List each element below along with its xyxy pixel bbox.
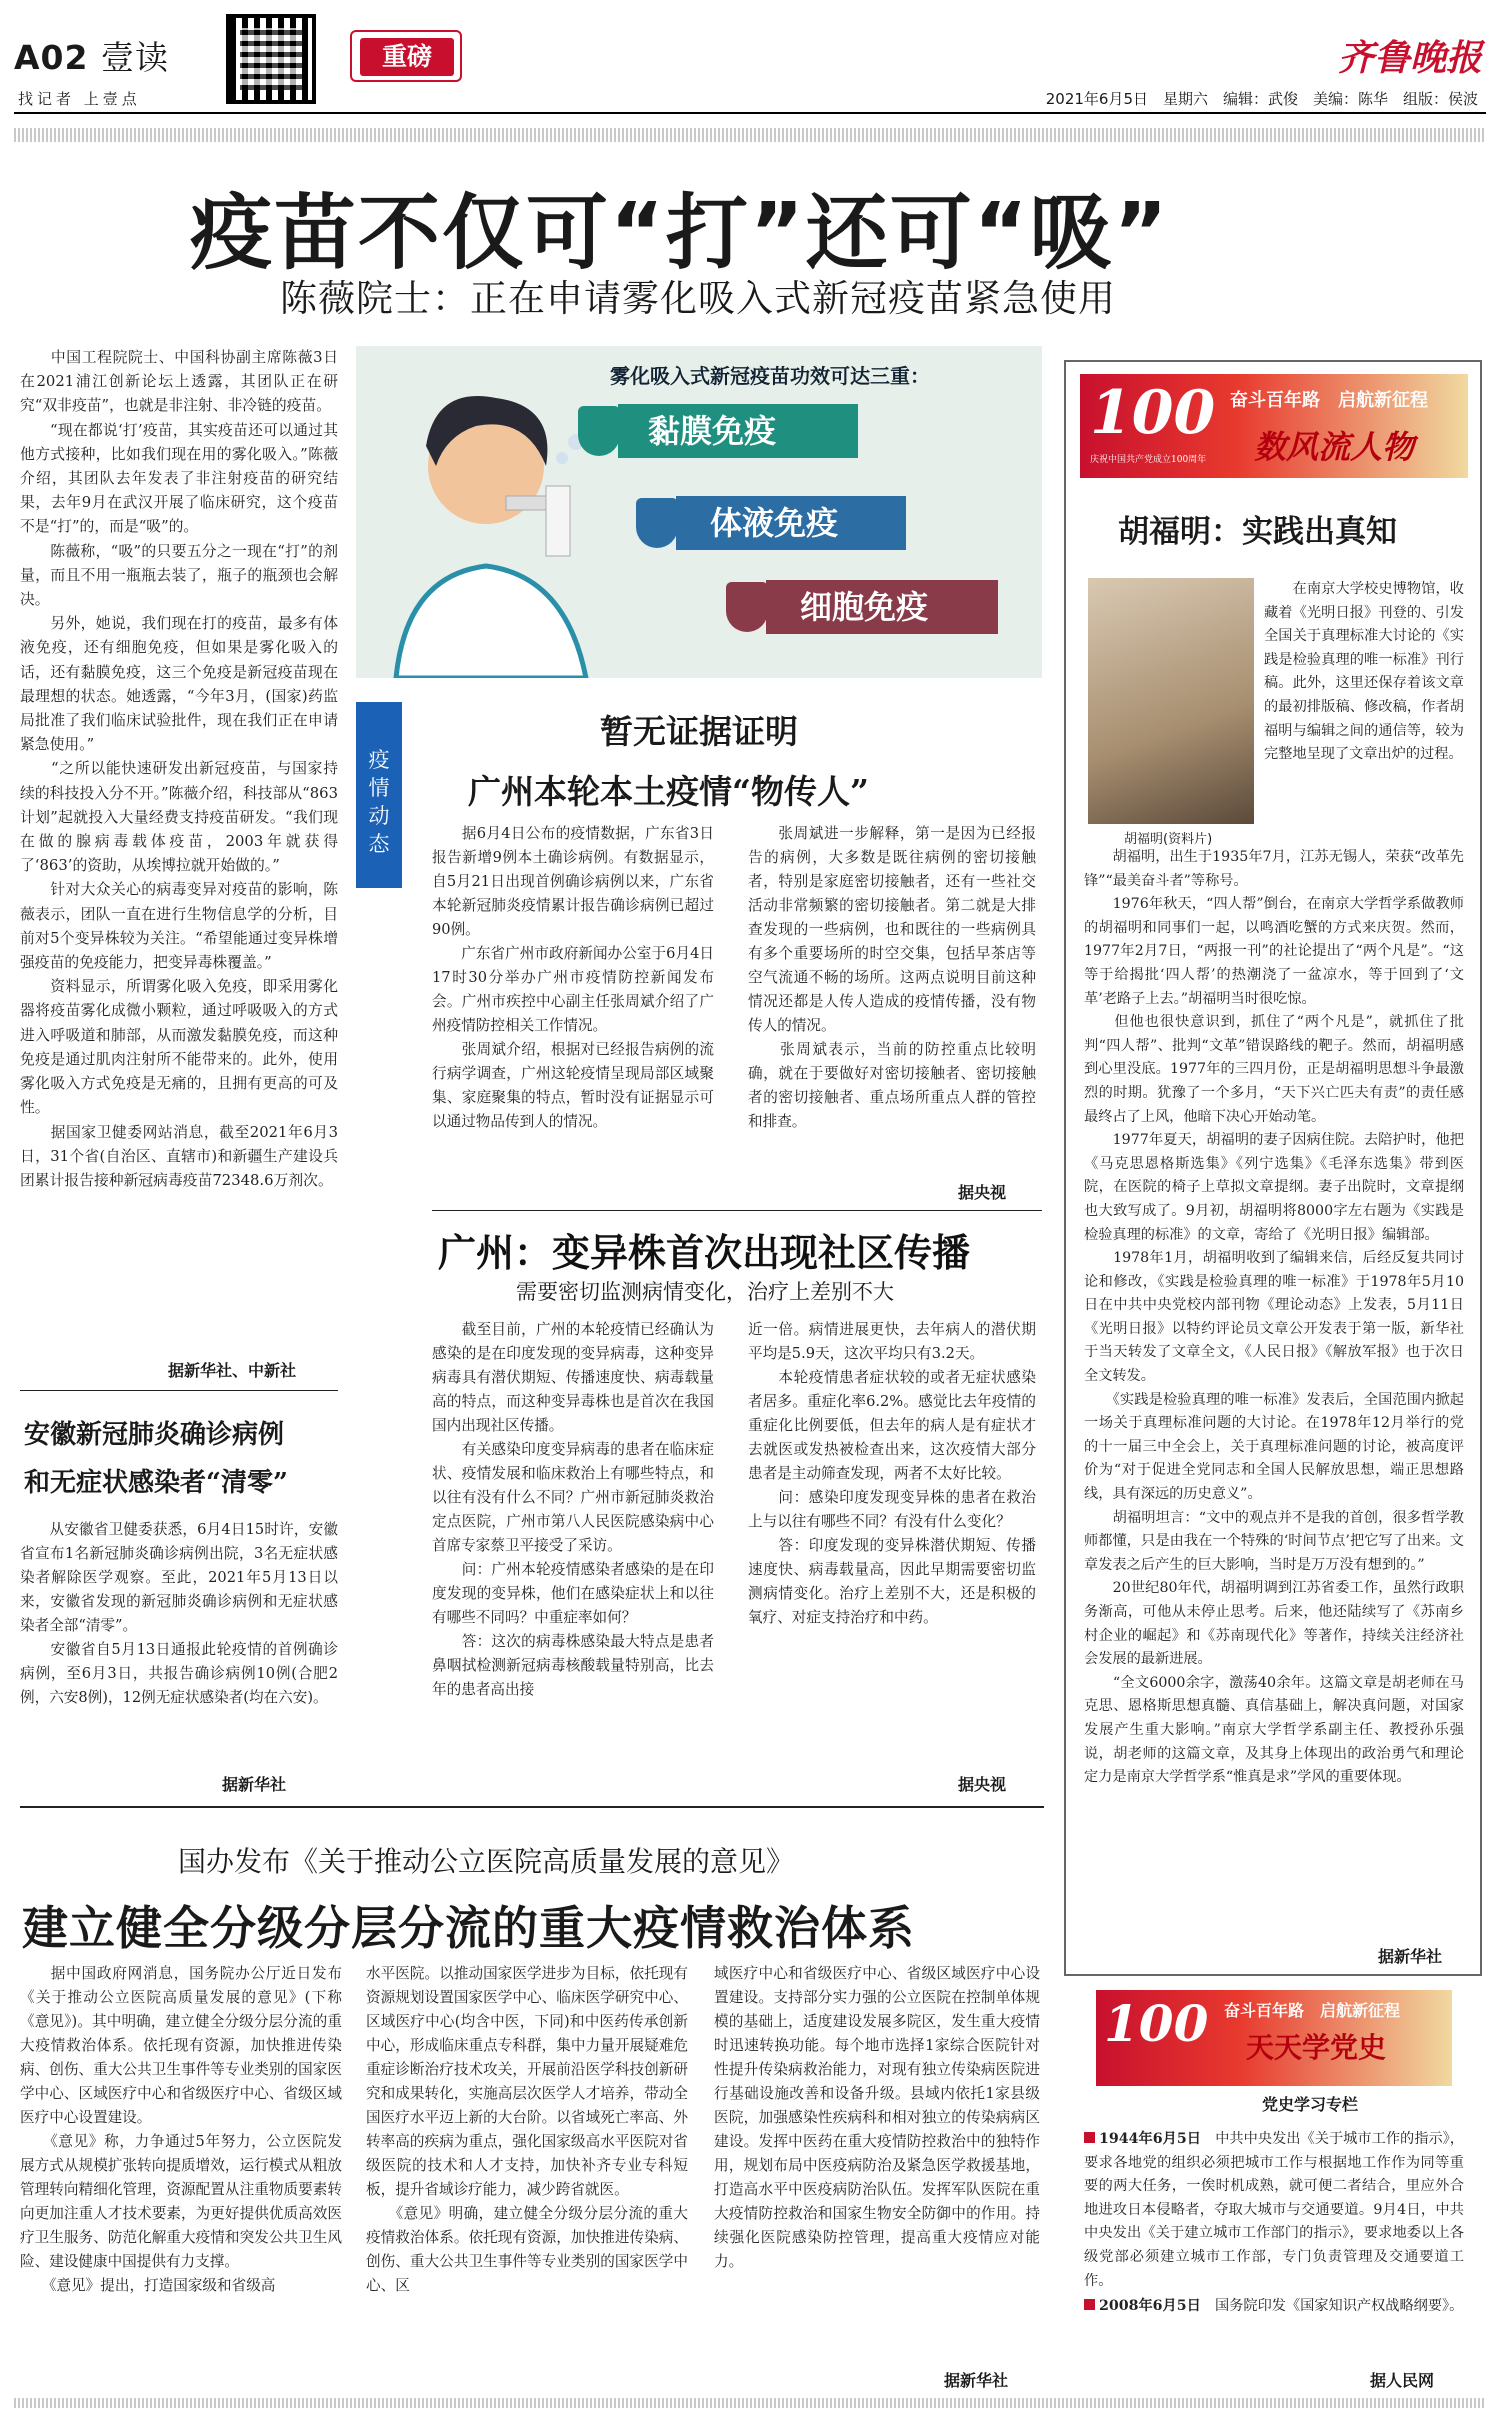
immunity-item: 体液免疫 (676, 496, 906, 550)
portrait-photo (1088, 578, 1254, 824)
sidebar-title: 胡福明：实践出真知 (1118, 514, 1397, 550)
immunity-item: 黏膜免疫 (618, 404, 858, 458)
divider (20, 1390, 338, 1391)
policy-source: 据新华社 (944, 2371, 1009, 2390)
illustration-title: 雾化吸入式新冠疫苗功效可达三重： (610, 364, 930, 388)
sidebar-intro: 在南京大学校史博物馆，收藏着《光明日报》刊登的、引发全国关于真理标准大讨论的《实践是检验真理的唯一标准》刊行稿。此外，这里还保存着该文章的最初排版稿、修改稿，作者胡福明与编辑之间的通信等，较为完整地呈现了文章出炉的过程。 (1264, 581, 1464, 763)
anhui-headline-2: 和无症状感染者“清零” (24, 1468, 288, 1498)
banner-top: 奋斗百年路 启航新征程 (1224, 2001, 1401, 2020)
banner-small-text: 庆祝中国共产党成立100周年 (1090, 455, 1207, 465)
hatch-divider-bottom (14, 2398, 1486, 2408)
gz1-source: 据央视 (958, 1183, 1007, 1202)
policy-headline: 建立健全分级分层分流的重大疫情救治体系 (22, 1901, 915, 1955)
sidebar-banner-1 (1080, 374, 1468, 478)
gz1-col2: 张周斌进一步解释，第一是因为已经报告的病例，大多数是既往病例的密切接触者，特别是家庭密切接触者，还有一些社交活动非常频繁的密切接触者。第二就是大排查发现的一些病例，也和既往的一些病例具有多个重要场所的时空交集，包括早茶店等空气流通不畅的场所。这两点说明目前这种情况还都是人传人造成的疫情传播，没有物传人的情况。 张周斌表示，当前的防控重点比较明确，就在于要做好对密切接触者、密切接触者的密切接触者、重点场所重点人群的管控和排查。 (748, 825, 1036, 1130)
history-item: 1944年6月5日 中共中央发出《关于城市工作的指示》，要求各地党的组织必须把城市工作与根据地工作作为同等重要的两大任务，一俟时机成熟，就可便二者结合，里应外合地进攻日本侵略者，夺取大城市与交通要道。9月4日，中共中央发出《关于建立城市工作部门的指示》，要求地委以上各级党部必须建立城市工作部，专门负责管理及交通要道工作。 (1084, 2131, 1464, 2289)
gz2-col2: 近一倍。病情进展更快，去年病人的潜伏期平均是5.9天，这次平均只有3.2天。 本轮疫情患者症状较的或者无症状感染者居多。重症化率6.2%。感觉比去年疫情的重症化比例要低，但去年的病人是有症状才去就医或发热被检查出来，这次疫情大部分患者是主动筛查发现，两者不太好比较。 问：感染印度发现变异株的患者在救治上与以往有哪些不同？有没有什么变化？ 答：印度发现的变异株潜伏期短、传播速度快、病毒载量高，因此早期需要密切监测病情变化。治疗上差别不大，还是积极的氧疗、对症支持治疗和中药。 (748, 1321, 1036, 1626)
policy-col1: 据中国政府网消息，国务院办公厅近日发布《关于推动公立医院高质量发展的意见》(下称《意见》)。其中明确，建立健全分级分层分流的重大疫情救治体系。依托现有资源，加快推进传染病、创伤、重大公共卫生事件等专业类别的国家医学中心、区域医疗中心和省级医疗中心、省级区域医疗中心设置建设。 《意见》称，力争通过5年努力，公立医院发展方式从规模扩张转向提质增效，运行模式从粗放管理转向精细化管理，资源配置从注重物质要素转向更加注重人才技术要素，为更好提供优质高效医疗卫生服务、防范化解重大疫情和突发公共卫生风险、建设健康中国提供有力支撑。 《意见》提出，打造国家级和省级高 (20, 1965, 342, 2294)
header-meta: 2021年6月5日 星期六 编辑：武俊 美编：陈华 组版：侯波 (1045, 90, 1478, 108)
history-item: 2008年6月5日 国务院印发《国家知识产权战略纲要》。 (1084, 2295, 1464, 2319)
banner-top: 奋斗百年路 启航新征程 (1230, 390, 1428, 411)
main-subheadline: 陈薇院士：正在申请雾化吸入式新冠疫苗紧急使用 (280, 277, 1116, 320)
banner-big: 数风流人物 (1254, 428, 1415, 466)
history-source: 据人民网 (1370, 2371, 1435, 2390)
history-label: 党史学习专栏 (1262, 2095, 1359, 2114)
gz1-headline-2: 广州本轮本土疫情“物传人” (468, 772, 869, 811)
immunity-item: 细胞免疫 (766, 580, 998, 634)
sidebar-banner-2 (1096, 1990, 1452, 2086)
qr-code-icon[interactable] (226, 14, 316, 104)
gz1-headline-1: 暂无证据证明 (600, 712, 798, 751)
shield-icon (578, 406, 620, 456)
banner-number: 100 (1090, 378, 1216, 448)
section-tag-epidemic: 疫情动态 (356, 702, 402, 888)
gz1-col1: 据6月4日公布的疫情数据，广东省3日报告新增9例本土确诊病例。有数据显示，自5月21日出现首例确诊病例以来，广东省本轮新冠肺炎疫情累计报告确诊病例已超过90例。 广东省广州市政府新闻办公室于6月4日17时30分举办广州市疫情防控新闻发布会。广州市疾控中心副主任张周斌介绍了广州疫情防控相关工作情况。 张周斌介绍，根据对已经报告病例的流行病学调查，广州这轮疫情呈现局部区域聚集、家庭聚集的特点，暂时没有证据显示可以通过物品传到人的情况。 (432, 825, 714, 1130)
sidebar-source: 据新华社 (1378, 1947, 1443, 1966)
policy-col3: 域医疗中心和省级医疗中心、省级区域医疗中心设置建设。支持部分实力强的公立医院在控制单体规模的基础上，适度建设发展多院区，发生重大疫情时迅速转换功能。每个地市选择1家综合医院针对性提升传染病救治能力，对现有独立传染病医院进行基础设施改善和设备升级。县域内依托1家县级医院，加强感染性疾病科和相对独立的传染病病区建设。发挥中医药在重大疫情防控救治中的独特作用，规划布局中医疫病防治及紧急医学救援基地，打造高水平中医疫病防治队伍。发挥军队医院在重大疫情防控救治和国家生物安全防御中的作用。持续强化医院感染防控管理，提高重大疫情应对能力。 (714, 1965, 1040, 2270)
policy-col2: 水平医院。以推动国家医学进步为目标，依托现有资源规划设置国家医学中心、临床医学研究中心、区域医疗中心(均含中医，下同)和中医药传承创新中心，形成临床重点专科群，集中力量开展疑难危重症诊断治疗技术攻关，开展前沿医学科技创新研究和成果转化，实施高层次医学人才培养，带动全国医疗水平迈上新的大台阶。以省域死亡率高、外转率高的疾病为重点，强化国家级高水平医院对省级医院的技术和人才支持，加快补齐专业专科短板，提升省域诊疗能力，减少跨省就医。 《意见》明确，建立健全分级分层分流的重大疫情救治体系。依托现有资源，加快推进传染病、创伤、重大公共卫生事件等专业类别的国家医学中心、区 (366, 1965, 688, 2294)
divider (432, 1210, 1042, 1211)
main-headline: 疫苗不仅可“打”还可“吸” (190, 186, 1170, 281)
banner-number: 100 (1104, 1994, 1209, 2053)
portrait-caption: 胡福明(资料片) (1124, 832, 1213, 847)
history-list (1084, 2128, 1464, 2319)
main-article-source: 据新华社、中新社 (168, 1361, 297, 1380)
vaccine-illustration (356, 346, 1042, 678)
gz2-subheadline: 需要密切监测病情变化，治疗上差别不大 (516, 1280, 894, 1304)
hatch-divider (14, 128, 1486, 142)
gz2-headline: 广州：变异株首次出现社区传播 (438, 1231, 971, 1275)
anhui-source: 据新华社 (222, 1775, 287, 1794)
policy-kicker: 国办发布《关于推动公立医院高质量发展的意见》 (178, 1845, 795, 1878)
gz2-col1: 截至目前，广州的本轮疫情已经确认为感染的是在印度发现的变异病毒，这种变异病毒具有潜伏期短、传播速度快、病毒载量高的特点，而这种变异毒株也是首次在我国国内出现社区传播。 有关感染印度变异病毒的患者在临床症状、疫情发展和临床救治上有哪些特点，和以往有没有什么不同？广州市新冠肺炎救治定点医院，广州市第八人民医院感染病中心首席专家蔡卫平接受了采访。 问：广州本轮疫情感染者感染的是在印度发现的变异株，他们在感染症状上和以往有哪些不同吗？中重症率如何？ 答：这次的病毒株感染最大特点是患者鼻咽拭检测新冠病毒核酸载量特别高，比去年的患者高出接 (432, 1321, 714, 1698)
anhui-body: 从安徽省卫健委获悉，6月4日15时许，安徽省宣布1名新冠肺炎确诊病例出院，3名无症状感染者解除医学观察。至此，2021年5月13日以来，安徽省发现的新冠肺炎确诊病例和无症状感染者全部“清零”。 安徽省自5月13日通报此轮疫情的首例确诊病例，至6月3日，共报告确诊病例10例(合肥2例，六安8例)，12例无症状感染者(均在六安)。 (20, 1521, 338, 1706)
banner-big: 天天学党史 (1246, 2031, 1387, 2064)
header-rule (14, 112, 1486, 114)
page-number: A02 壹读 (14, 38, 169, 77)
anhui-headline-1: 安徽新冠肺炎确诊病例 (24, 1420, 285, 1450)
divider (20, 1806, 1044, 1808)
header-sub: 找记者 上壹点 (18, 90, 141, 108)
gz2-source: 据央视 (958, 1775, 1007, 1794)
section-tag: 重磅 (350, 30, 462, 82)
newspaper-logo: 齐鲁晚报 (1337, 37, 1482, 79)
main-article-body: 中国工程院院士、中国科协副主席陈薇3日在2021浦江创新论坛上透露，其团队正在研究“双非疫苗”，也就是非注射、非冷链的疫苗。 “现在都说‘打’疫苗，其实疫苗还可以通过其他方式接种，比如我们现在用的雾化吸入。”陈薇介绍，其团队去年发表了非注射疫苗的研究结果，去年9月在武汉开展了临床研究，这个疫苗不是“打”的，而是“吸”的。 陈薇称，“吸”的只要五分之一现在“打”的剂量，而且不用一瓶瓶去装了，瓶子的瓶颈也会解决。 另外，她说，我们现在打的疫苗，最多有体液免疫，还有细胞免疫，但如果是雾化吸入的话，还有黏膜免疫，这三个免疫是新冠疫苗现在最理想的状态。她透露，“今年3月，(国家)药监局批准了我们临床试验批件，现在我们正在申请紧急使用。” “之所以能快速研发出新冠疫苗，与国家持续的科技投入分不开。”陈薇介绍，科技部从“863计划”起就投入大量经费支持疫苗研发。“我们现在做的腺病毒载体疫苗，2003年就获得了‘863’的资助，从埃博拉就开始做的。” 针对大众关心的病毒变异对疫苗的影响，陈薇表示，团队一直在进行生物信息学的分析，目前对5个变异株较为关注。“希望能通过变异株增强疫苗的免疫能力，把变异毒株覆盖。” 资料显示，所谓雾化吸入免疫，即采用雾化器将疫苗雾化成微小颗粒，通过呼吸吸入的方式进入呼吸道和肺部，从而激发黏膜免疫，而这种免疫是通过肌肉注射所不能带来的。此外，使用雾化吸入方式免疫是无痛的，且拥有更高的可及性。 据国家卫健委网站消息，截至2021年6月3日，31个省(自治区、直辖市)和新疆生产建设兵团累计报告接种新冠病毒疫苗72348.6万剂次。 (20, 349, 338, 1189)
shield-icon (636, 498, 678, 548)
shield-icon (726, 582, 768, 632)
sidebar-body: 胡福明，出生于1935年7月，江苏无锡人，荣获“改革先锋”“最美奋斗者”等称号。 1976年秋天，“四人帮”倒台，在南京大学哲学系做教师的胡福明和同事们一起，以鸣酒吃蟹的方式来庆贺。然而，1977年2月7日，“两报一刊”的社论提出了“两个凡是”。“这等于给揭批‘四人帮’的热潮浇了一盆凉水，等于回到了‘文革’老路子上去。”胡福明当时很吃惊。 但他也很快意识到，抓住了“两个凡是”，就抓住了批判“四人帮”、批判“文革”错误路线的靶子。然而，胡福明感到心里没底。1977年的三四月份，正是胡福明思想斗争最激烈的时期。犹豫了一个多月，“天下兴亡匹夫有责”的责任感最终占了上风，他暗下决心开始动笔。 1977年夏天，胡福明的妻子因病住院。去陪护时，他把《马克思恩格斯选集》《列宁选集》《毛泽东选集》带到医院，在医院的椅子上草拟文章提纲。妻子出院时，文章提纲也大致写成了。9月初，胡福明将8000字左右题为《实践是检验真理的标准》的文章，寄给了《光明日报》编辑部。 1978年1月，胡福明收到了编辑来信，后经反复共同讨论和修改，《实践是检验真理的唯一标准》于1978年5月10日在中共中央党校内部刊物《理论动态》上发表，5月11日《光明日报》以特约评论员文章公开发表于第一版，新华社于当天转发了文章全文，《人民日报》《解放军报》也于次日全文转发。 《实践是检验真理的唯一标准》发表后，全国范围内掀起一场关于真理标准问题的大讨论。在1978年12月举行的党的十一届三中全会上，关于真理标准问题的讨论，被高度评价为“对于促进全党同志和全国人民解放思想，端正思想路线，具有深远的历史意义”。 胡福明坦言：“文中的观点并不是我的首创，很多哲学教师都懂，只是由我在一个特殊的‘时间节点’把它写了出来。文章发表之后产生的巨大影响，当时是万万没有想到的。” 20世纪80年代，胡福明调到江苏省委工作，虽然行政职务渐高，可他从未停止思考。后来，他还陆续写了《苏南乡村企业的崛起》和《苏南现代化》等著作，持续关注经济社会发展的最新进展。 “全文6000余字，激荡40余年。这篇文章是胡老师在马克思、恩格斯思想真髓、真信基础上，解决真问题，对国家发展产生重大影响。”南京大学哲学系副主任、教授孙乐强说，胡老师的这篇文章，及其身上体现出的政治勇气和理论定力是南京大学哲学系“惟真是求”学风的重要体现。 (1084, 849, 1464, 1786)
